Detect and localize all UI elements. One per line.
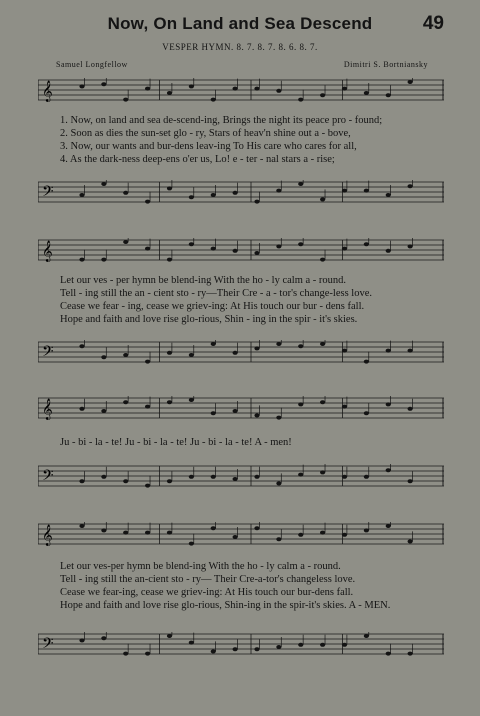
note-head xyxy=(123,353,128,357)
bass-clef-icon: 𝄢 xyxy=(42,635,54,656)
note-head xyxy=(408,349,413,353)
note-head xyxy=(342,87,347,91)
lyric-line: Cease we fear - ing, cease we griev-ing: At His touch our bur - dens fall. xyxy=(60,301,365,312)
note-head xyxy=(254,200,259,204)
note-head xyxy=(276,481,281,485)
treble-staff xyxy=(38,238,444,262)
note-head xyxy=(211,649,216,653)
note-head xyxy=(320,258,325,262)
note-head xyxy=(79,407,84,411)
note-head xyxy=(320,643,325,647)
note-head xyxy=(189,542,194,546)
note-head xyxy=(298,643,303,647)
note-head xyxy=(408,539,413,543)
note-head xyxy=(254,475,259,479)
note-head xyxy=(320,531,325,535)
note-head xyxy=(364,411,369,415)
note-head xyxy=(167,634,172,638)
note-head xyxy=(408,407,413,411)
note-head xyxy=(342,405,347,409)
note-head xyxy=(254,413,259,417)
note-head xyxy=(386,93,391,97)
note-head xyxy=(298,533,303,537)
treble-clef-icon: 𝄞 xyxy=(42,81,53,102)
bass-staff xyxy=(38,180,444,204)
note-head xyxy=(101,636,106,640)
note-head xyxy=(145,531,150,535)
note-head xyxy=(211,342,216,346)
bass-staff xyxy=(38,340,444,364)
note-head xyxy=(79,193,84,197)
note-head xyxy=(386,468,391,472)
note-head xyxy=(233,535,238,539)
note-head xyxy=(298,98,303,102)
note-head xyxy=(211,475,216,479)
note-head xyxy=(79,258,84,262)
note-head xyxy=(342,349,347,353)
note-head xyxy=(101,475,106,479)
note-head xyxy=(298,344,303,348)
note-head xyxy=(408,80,413,84)
note-head xyxy=(167,186,172,190)
note-head xyxy=(123,400,128,404)
note-head xyxy=(408,652,413,656)
note-head xyxy=(276,342,281,346)
note-head xyxy=(189,195,194,199)
lyric-line: 2. Soon as dies the sun-set glo - ry, Stars of heav'n shine out a - bove, xyxy=(60,128,351,139)
note-head xyxy=(101,409,106,413)
note-head xyxy=(364,475,369,479)
note-head xyxy=(320,342,325,346)
note-head xyxy=(145,652,150,656)
note-head xyxy=(167,258,172,262)
note-head xyxy=(189,84,194,88)
note-head xyxy=(386,193,391,197)
lyric-line: Let our ves-per hymn be blend-ing With the ho - ly calm a - round. xyxy=(60,561,341,572)
note-head xyxy=(233,647,238,651)
bass-clef-icon: 𝄢 xyxy=(42,183,54,204)
note-head xyxy=(123,652,128,656)
composer-credit: Dimitri S. Bortniansky xyxy=(343,60,428,69)
note-head xyxy=(123,240,128,244)
note-head xyxy=(189,353,194,357)
note-head xyxy=(145,87,150,91)
note-head xyxy=(320,470,325,474)
note-head xyxy=(342,247,347,251)
note-head xyxy=(320,400,325,404)
lyric-line: Tell - ing still the an - cient sto - ry—Their Cre - a - tor's change-less love. xyxy=(60,288,372,299)
note-head xyxy=(211,526,216,530)
bass-staff xyxy=(38,464,444,488)
hymn-title: Now, On Land and Sea Descend xyxy=(107,14,373,33)
note-head xyxy=(254,346,259,350)
note-head xyxy=(298,402,303,406)
lyric-line: Ju - bi - la - te! Ju - bi - la - te! Ju - bi - la - te! A - men! xyxy=(60,437,292,448)
note-head xyxy=(364,528,369,532)
note-head xyxy=(298,242,303,246)
lyric-line: Let our ves - per hymn be blend-ing With the ho - ly calm a - round. xyxy=(60,275,347,286)
note-head xyxy=(254,87,259,91)
lyrics-block xyxy=(60,560,450,612)
note-head xyxy=(189,641,194,645)
lyrics-block xyxy=(60,274,450,326)
note-head xyxy=(408,244,413,248)
note-head xyxy=(167,400,172,404)
note-head xyxy=(364,634,369,638)
note-head xyxy=(79,344,84,348)
bass-staff xyxy=(38,632,444,656)
note-head xyxy=(233,477,238,481)
treble-staff xyxy=(38,522,444,546)
author-credit: Samuel Longfellow xyxy=(56,60,128,69)
note-head xyxy=(342,533,347,537)
note-head xyxy=(254,251,259,255)
note-head xyxy=(211,411,216,415)
note-head xyxy=(145,200,150,204)
note-head xyxy=(167,91,172,95)
note-head xyxy=(167,351,172,355)
note-head xyxy=(189,475,194,479)
note-head xyxy=(123,191,128,195)
note-head xyxy=(386,652,391,656)
note-head xyxy=(211,98,216,102)
note-head xyxy=(342,189,347,193)
note-head xyxy=(79,524,84,528)
lyric-line: 1. Now, on land and sea de-scend-ing, Brings the night its peace pro - found; xyxy=(60,115,383,126)
note-head xyxy=(276,244,281,248)
note-head xyxy=(342,475,347,479)
note-head xyxy=(276,645,281,649)
note-head xyxy=(276,416,281,420)
note-head xyxy=(408,479,413,483)
note-head xyxy=(145,247,150,251)
note-head xyxy=(145,360,150,364)
note-head xyxy=(79,479,84,483)
note-head xyxy=(233,409,238,413)
note-head xyxy=(254,647,259,651)
note-head xyxy=(145,405,150,409)
note-head xyxy=(145,484,150,488)
note-head xyxy=(320,197,325,201)
note-head xyxy=(123,479,128,483)
note-head xyxy=(276,89,281,93)
page-number: 49 xyxy=(422,13,444,34)
bass-clef-icon: 𝄢 xyxy=(42,343,54,364)
lyrics-block xyxy=(60,114,450,166)
note-head xyxy=(167,531,172,535)
note-head xyxy=(364,189,369,193)
note-head xyxy=(211,247,216,251)
note-head xyxy=(233,351,238,355)
note-head xyxy=(298,473,303,477)
bass-clef-icon: 𝄢 xyxy=(42,467,54,488)
treble-staff xyxy=(38,78,444,102)
note-head xyxy=(386,402,391,406)
note-head xyxy=(101,355,106,359)
note-head xyxy=(364,242,369,246)
tune-name: VESPER HYMN. 8. 7. 8. 7. 8. 6. 8. 7. xyxy=(162,42,318,52)
lyric-line: Cease we fear-ing, cease we griev-ing: At His touch our bur-dens fall. xyxy=(60,587,354,598)
note-head xyxy=(189,398,194,402)
note-head xyxy=(211,193,216,197)
note-head xyxy=(408,184,413,188)
treble-staff xyxy=(38,396,444,420)
note-head xyxy=(386,249,391,253)
note-head xyxy=(101,82,106,86)
treble-clef-icon: 𝄞 xyxy=(42,399,53,420)
note-head xyxy=(167,479,172,483)
note-head xyxy=(233,249,238,253)
note-head xyxy=(79,84,84,88)
note-head xyxy=(364,360,369,364)
lyric-line: 4. As the dark-ness deep-ens o'er us, Lo! e - ter - nal stars a - rise; xyxy=(60,154,335,165)
note-head xyxy=(342,643,347,647)
note-head xyxy=(276,537,281,541)
treble-clef-icon: 𝄞 xyxy=(42,241,53,262)
lyric-line: 3. Now, our wants and bur-dens leav-ing To His care who cares for all, xyxy=(60,141,357,152)
note-head xyxy=(320,93,325,97)
lyric-line: Hope and faith and love rise glo-rious, Shin - ing in the spir - it's skies. xyxy=(60,314,358,325)
note-head xyxy=(254,526,259,530)
note-head xyxy=(189,242,194,246)
note-head xyxy=(364,91,369,95)
note-head xyxy=(123,531,128,535)
lyric-line: Tell - ing still the an-cient sto - ry— Their Cre-a-tor's changeless love. xyxy=(60,574,356,585)
note-head xyxy=(123,98,128,102)
treble-clef-icon: 𝄞 xyxy=(42,525,53,546)
note-head xyxy=(298,182,303,186)
note-head xyxy=(101,258,106,262)
lyric-line: Hope and faith and love rise glo-rious, Shin-ing in the spir-it's skies. A - MEN. xyxy=(60,600,391,611)
note-head xyxy=(101,182,106,186)
note-head xyxy=(386,524,391,528)
note-head xyxy=(386,349,391,353)
lyrics-block xyxy=(60,436,450,449)
note-head xyxy=(233,191,238,195)
note-head xyxy=(79,638,84,642)
note-head xyxy=(233,87,238,91)
note-head xyxy=(101,528,106,532)
note-head xyxy=(276,189,281,193)
